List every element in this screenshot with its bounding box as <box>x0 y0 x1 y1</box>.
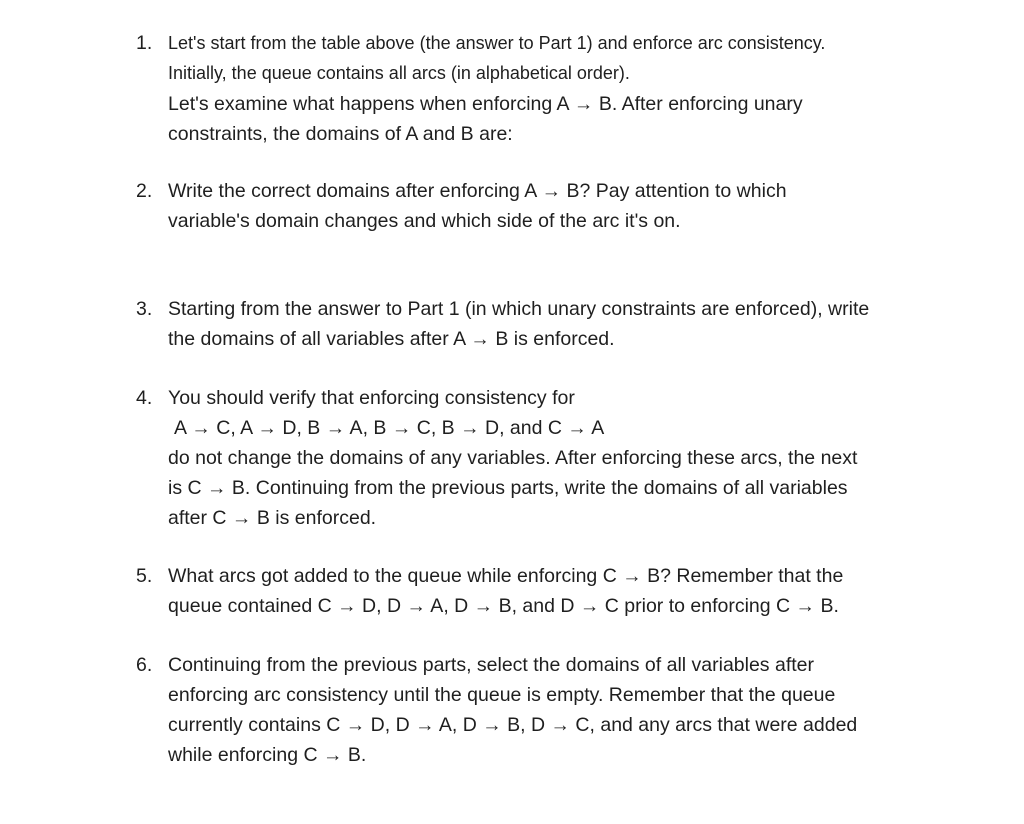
item-line: Let's start from the table above (the answer to Part 1) and enforce arc consistency. <box>168 33 826 53</box>
item-line: do not change the domains of any variables. After enforcing these arcs, the next <box>168 447 858 469</box>
item-line: Initially, the queue contains all arcs (in alphabetical order). <box>168 63 630 83</box>
item-line-arcs: A → C, A → D, B → A, B → C, B → D, and C → A <box>174 417 605 439</box>
item-text <box>168 561 966 621</box>
item-line: Let's examine what happens when enforcing A → B. After enforcing unary <box>168 93 803 115</box>
item-number: 3. <box>136 298 153 320</box>
item-number: 4. <box>136 387 153 409</box>
item-line: queue contained C → D, D → A, D → B, and D → C prior to enforcing C → B. <box>168 595 839 617</box>
item-line: Starting from the answer to Part 1 (in which unary constraints are enforced), write <box>168 298 870 320</box>
list-item-3 <box>136 294 966 354</box>
list-item-4 <box>136 383 966 533</box>
item-text <box>168 28 966 149</box>
item-line: while enforcing C → B. <box>168 744 367 766</box>
list-item-1 <box>136 28 966 149</box>
item-text <box>168 650 966 770</box>
item-line: is C → B. Continuing from the previous parts, write the domains of all variables <box>168 477 848 499</box>
item-line: the domains of all variables after A → B is enforced. <box>168 328 615 350</box>
item-number: 6. <box>136 654 153 676</box>
item-number: 1. <box>136 32 153 54</box>
item-line: Write the correct domains after enforcing A → B? Pay attention to which <box>168 180 787 202</box>
item-number: 2. <box>136 180 153 202</box>
list-item-2 <box>136 176 966 236</box>
item-text <box>168 176 966 236</box>
list-item-6 <box>136 650 966 770</box>
item-text <box>168 383 966 533</box>
list-item-5 <box>136 561 966 621</box>
item-text <box>168 294 966 354</box>
item-line: You should verify that enforcing consistency for <box>168 387 575 409</box>
item-number: 5. <box>136 565 153 587</box>
item-line: enforcing arc consistency until the queue is empty. Remember that the queue <box>168 684 836 706</box>
item-line: constraints, the domains of A and B are: <box>168 123 513 145</box>
item-line: after C → B is enforced. <box>168 507 377 529</box>
item-line: Continuing from the previous parts, select the domains of all variables after <box>168 654 814 676</box>
item-line: variable's domain changes and which side of the arc it's on. <box>168 210 681 232</box>
item-line: currently contains C → D, D → A, D → B, D → C, and any arcs that were added <box>168 714 858 736</box>
item-line: What arcs got added to the queue while enforcing C → B? Remember that the <box>168 565 844 587</box>
